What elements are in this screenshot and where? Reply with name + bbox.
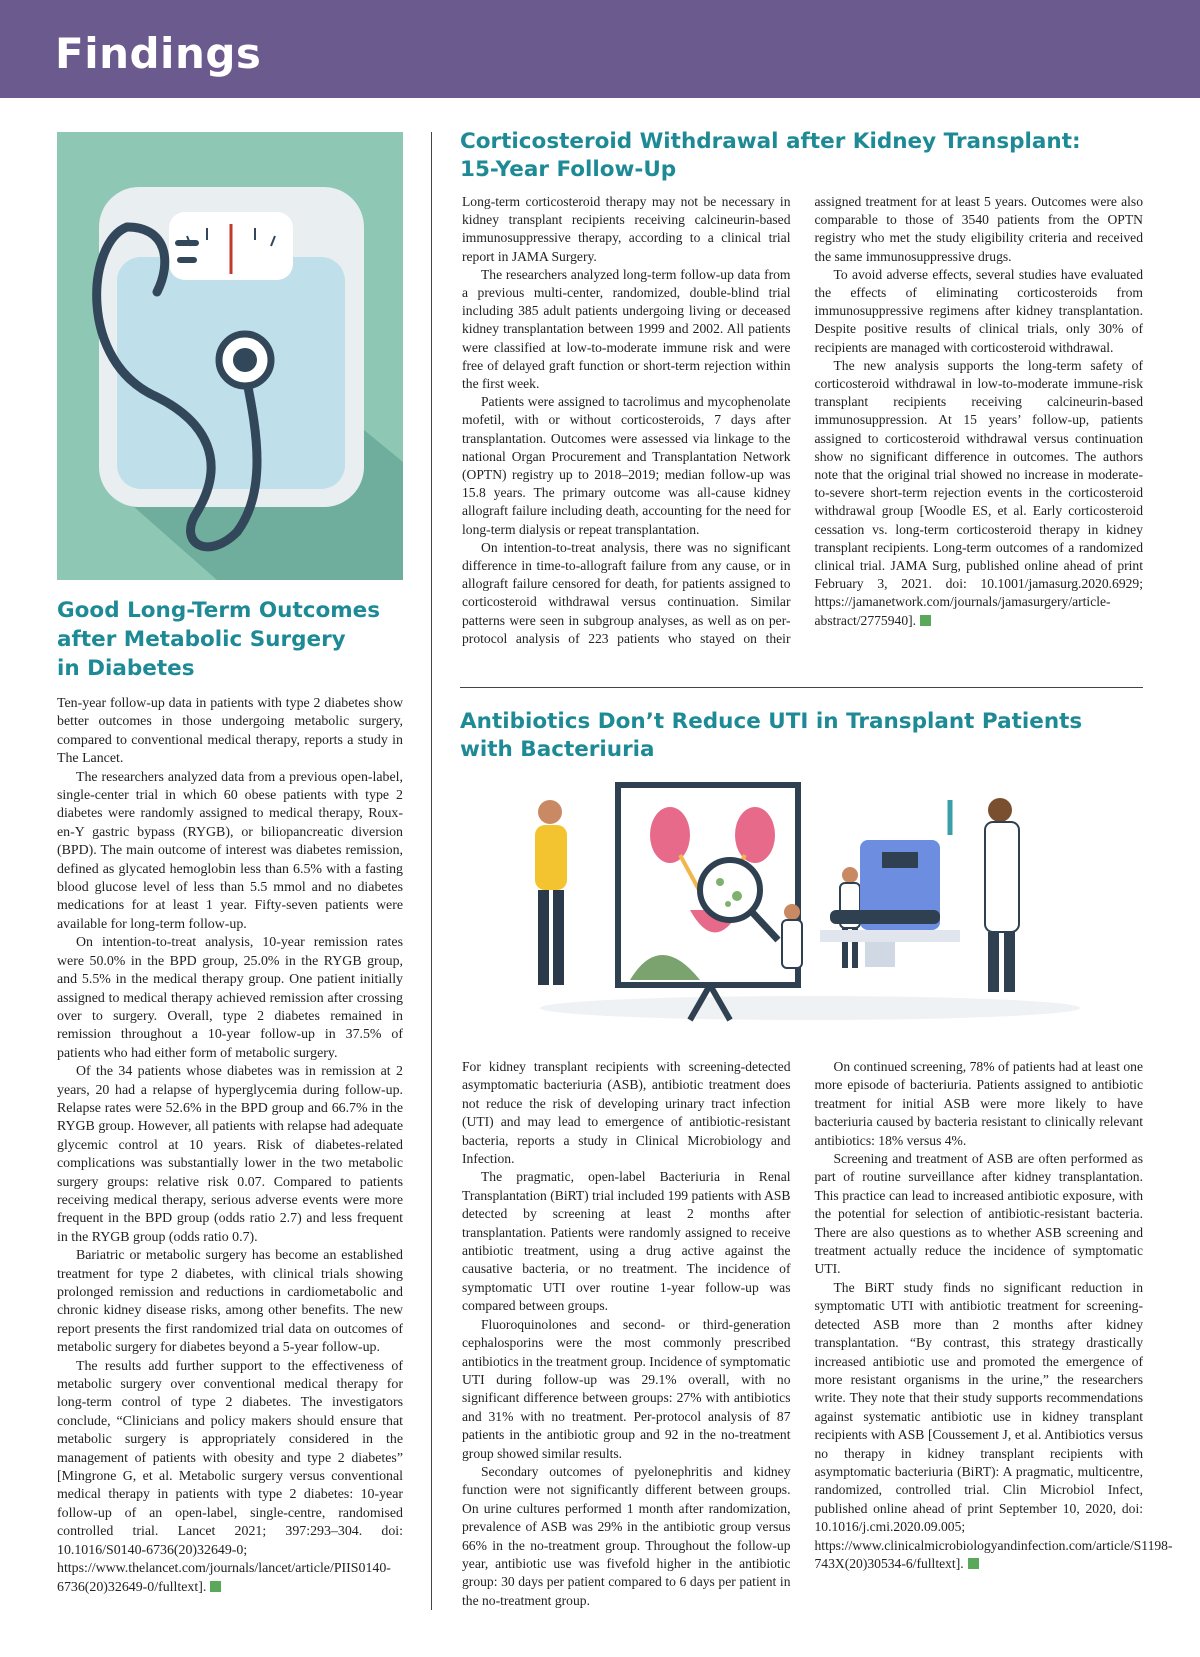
body-paragraph: The BiRT study finds no significant reduction in symptomatic UTI with antibiotic treatment for screening-detected ASB more than 2 months after kidney transplantation. “By contrast, this strategy drastically increased antibiotic use and promoted the emergence of more resistant organisms in the urine,” the researchers write. They note that their study supports recommendations against systematic antibiotic use in kidney transplant recipients with ASB [Coussement J, et al. Antibiotics versus no therapy in kidney transplant recipients with asymptomatic bacteriuria (BiRT): A pragmatic, multicentre, randomized, controlled trial. Clin Microbiol Infect, published online ahead of print September 10, 2020, doi: 10.1016/j.cmi.2020.09.005; https://www.clinicalmicrobiologyandinfection.com/article/S1198-743X(20)30534-6/fulltext]. <box>814 1279 1173 1571</box>
end-of-article-mark <box>210 1581 221 1592</box>
body-paragraph: Ten-year follow-up data in patients with type 2 diabetes show better outcomes in those undergoing metabolic surgery, compared to conventional medical therapy, reports a study in The Lancet. <box>57 696 403 767</box>
end-of-article-mark <box>920 615 931 626</box>
headline-line: Good Long-Term Outcomes <box>57 598 381 623</box>
headline-line: Antibiotics Don’t Reduce UTI in Transplant Patients <box>460 709 1083 734</box>
body-paragraph: The new analysis supports the long-term safety of corticosteroid withdrawal in low-to-moderate immune-risk transplant recipients receiving calcineurin-based immunosuppression. At 15 years’ follow-up, patients assigned to corticosteroid withdrawal versus continuation show no significant difference in outcomes. The authors note that the original trial showed no increase in moderate-to-severe short-term rejection events in the corticosteroid withdrawal group [Woodle ES, et al. Early corticosteroid cessation vs. long-term corticosteroid therapy in kidney transplant recipients. Long-term outcomes of a randomized clinical trial. JAMA Surg, published online ahead of print February 3, 2021. doi: 10.1001/jamasurg.2020.6929; https://jamanetwork.com/journals/jamasurgery/article-abstract/2775940]. <box>814 357 1143 628</box>
body-paragraph: On intention-to-treat analysis, 10-year remission rates were 50.0% in the BPD group, 25.0% in the RYGB group, and 5.5% in the medical therapy group. One patient initially assigned to medical therapy achieved remission after crossing over to surgery. Overall, type 2 diabetes remained in remission throughout a 10-year follow-up in 37.5% of patients who had either form of metabolic surgery. <box>57 935 403 1061</box>
section-title: Findings <box>55 29 262 78</box>
article-metabolic-surgery-headline <box>57 596 403 683</box>
body-paragraph: Long-term corticosteroid therapy may not be necessary in kidney transplant recipients receiving calcineurin-based immunosuppressive therapy, according to a clinical trial report in JAMA Surgery. <box>462 194 791 264</box>
headline-line: Corticosteroid Withdrawal after Kidney Transplant: <box>460 129 1081 154</box>
article-corticosteroid-headline <box>460 128 1160 184</box>
body-paragraph: The researchers analyzed data from a previous open-label, single-center trial in which 60 obese patients with type 2 diabetes were randomly assigned to medical therapy, Roux-en-Y gastric bypass (RYGB), or biliopancreatic diversion (BPD). The main outcome of interest was diabetes remission, defined as glycated hemoglobin less than 6.5% with a fasting blood glucose level of less than 5.5 mmol and no diabetes medications for at least 1 year. Fifty-seven patients were available for long-term follow-up. <box>57 769 403 932</box>
body-paragraph: The pragmatic, open-label Bacteriuria in Renal Transplantation (BiRT) trial included 199 patients with ASB detected by screening at least 2 months after transplantation. Patients were randomly assigned to receive antibiotic treatment, using a drug active against the causative bacteria, or no treatment. The incidence of symptomatic UTI over routine 1-year follow-up was compared between groups. <box>462 1169 791 1314</box>
body-paragraph: Bariatric or metabolic surgery has become an established treatment for type 2 diabetes, with clinical trials showing prolonged remission and reductions in cardiometabolic and chronic kidney disease risks, among other benefits. The new report presents the first randomized trial data on outcomes of metabolic surgery for diabetes beyond a 5-year follow-up. <box>57 1248 403 1356</box>
headline-line: in Diabetes <box>57 656 195 681</box>
body-paragraph: To avoid adverse effects, several studies have evaluated the effects of eliminating corticosteroids from immunosuppressive regimens after kidney transplantation. Despite positive results of clinical trials, only 30% of recipients are managed with corticosteroid withdrawal. <box>814 266 1143 355</box>
body-paragraph: On intention-to-treat analysis, there was no significant difference in time-to-allograft failure from any cause, or in allograft failure censored for death, for patients assigned to corticosteroid withdrawal versus continuation. Similar patterns were seen in subgroup analyses, as well as on per-protocol analysis of 223 patients who stayed on their assigned treatment for at least 5 years. Outcomes were also comparable to those of 3540 patients from the OPTN registry who met the study eligibility criteria and received the same immunosuppressive drugs. <box>462 194 1143 646</box>
headline-line: after Metabolic Surgery <box>57 627 346 652</box>
article-divider <box>460 687 1143 688</box>
article-metabolic-surgery-body <box>57 695 403 1597</box>
article-metabolic-surgery <box>57 132 403 1597</box>
body-paragraph: Fluoroquinolones and second- or third-generation cephalosporins were the most commonly prescribed antibiotics in the treatment group. Incidence of symptomatic UTI during follow-up was 29.1% overall, with no significant difference between groups: 27% with antibiotics and 31% with no treatment. Per-protocol analysis of 87 patients in the antibiotic group and 92 in the no-treatment group showed similar results. <box>462 1316 791 1461</box>
article-corticosteroid-body <box>462 193 1143 668</box>
body-paragraph: Of the 34 patients whose diabetes was in remission at 2 years, 20 had a relapse of hyperglycemia during follow-up. Relapse rates were 52.6% in the BPD group and 66.7% in the RYGB group. However, all patients with relapse had adequate glycemic control at 10 years. Risk of diabetes-related complications was substantially lower in the two metabolic surgery groups: relative risk 0.07. Compared to patients receiving medical therapy, serious adverse events were more frequent in the BPD group (odds ratio 2.7) and less frequent in the RYGB group (odds ratio 0.7). <box>57 1064 403 1245</box>
body-paragraph: The researchers analyzed long-term follow-up data from a previous multi-center, randomized, double-blind trial including 385 adult patients undergoing living or deceased kidney transplantation between 1999 and 2002. All patients were classified at low-to-moderate immune risk and were free of delayed graft function or short-term rejection within the first week. <box>462 266 791 392</box>
section-banner <box>0 0 1200 98</box>
body-paragraph: The results add further support to the effectiveness of metabolic surgery over conventional medical therapy for long-term control of type 2 diabetes. The investigators conclude, “Clinicians and policy makers should ensure that metabolic surgery is appropriately considered in the management of patients with obesity and type 2 diabetes” [Mingrone G, et al. Metabolic surgery versus conventional medical therapy in patients with type 2 diabetes: 10-year follow-up of an open-label, single-centre, randomised controlled trial. Lancet 2021; 397:293–304. doi: 10.1016/S0140-6736(20)32649-0; https://www.thelancet.com/journals/lancet/article/PIIS0140-6736(20)32649-0/fulltext]. <box>57 1358 403 1595</box>
scale-stethoscope-illustration <box>57 132 403 580</box>
kidney-microscope-illustration <box>530 780 1090 1030</box>
column-divider <box>431 132 432 1610</box>
headline-line: with Bacteriuria <box>460 737 655 762</box>
article-uti-body <box>462 1058 1173 1618</box>
body-paragraph: For kidney transplant recipients with screening-detected asymptomatic bacteriuria (ASB), antibiotic treatment does not reduce the risk of developing urinary tract infection (UTI) and may lead to emergence of antibiotic-resistant bacteria, reports a study in Clinical Microbiology and Infection. <box>462 1059 791 1167</box>
body-paragraph: Screening and treatment of ASB are often performed as part of routine surveillance after kidney transplantation. This practice can lead to increased antibiotic exposure, with the potential for selection of antibiotic-resistant bacteria. There are also questions as to whether ASB screening and treatment actually reduce the incidence of symptomatic UTI. <box>814 1151 1143 1277</box>
headline-line: 15-Year Follow-Up <box>460 157 677 182</box>
article-uti-headline <box>460 708 1160 764</box>
end-of-article-mark <box>968 1558 979 1569</box>
body-paragraph: Patients were assigned to tacrolimus and mycophenolate mofetil, with or without corticosteroids, 7 days after transplantation. Outcomes were assessed via linkage to the national Organ Procurement and Transplantation Network (OPTN) registry up to 2018–2019; median follow-up was 15.8 years. The primary outcome was all-cause kidney allograft failure including death, accounting for the need for long-term dialysis or repeat transplantation. <box>462 394 791 537</box>
body-paragraph: Secondary outcomes of pyelonephritis and kidney function were not significantly different between groups. On urine cultures performed 1 month after randomization, prevalence of ASB was 29% in the antibiotic group versus 66% in the no-treatment group. Throughout the follow-up year, antibiotic use was fivefold higher in the antibiotic group: 30 days per patient compared to 6 days per patient in the no-treatment group. <box>462 1463 791 1608</box>
body-paragraph: On continued screening, 78% of patients had at least one more episode of bacteriuria. Patients assigned to antibiotic treatment for initial ASB were more likely to have bacteriuria caused by bacteria resistant to clinically relevant antibiotics: 18% versus 4%. <box>814 1059 1143 1148</box>
